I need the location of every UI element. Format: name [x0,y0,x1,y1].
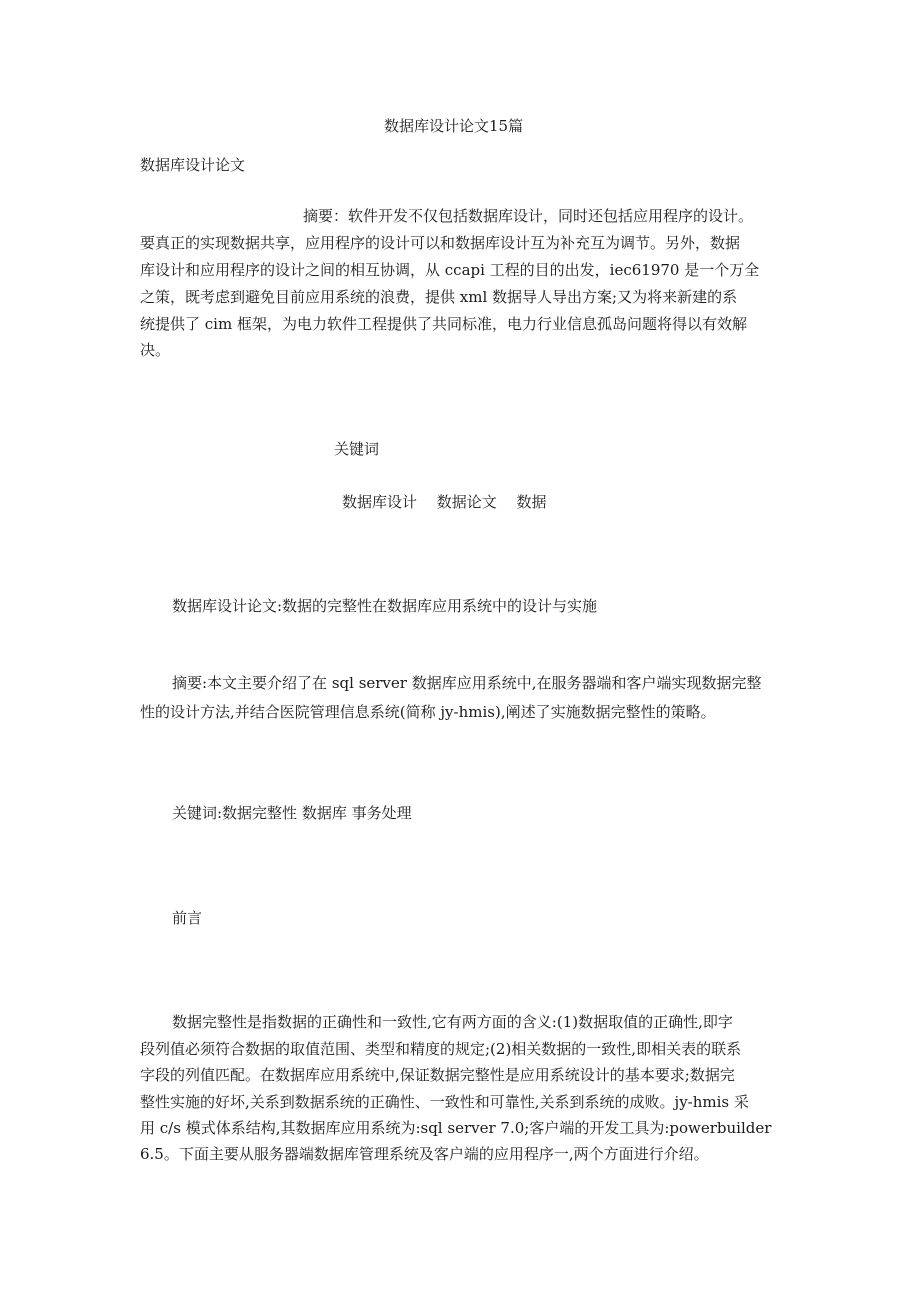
abstract1-line-6: 决。 [140,341,171,359]
section-heading: 数据库设计论文 [140,156,246,174]
body-line-1: 数据完整性是指数据的正确性和一致性,它有两方面的含义:(1)数据取值的正确性,即字 [172,1013,733,1031]
foreword-heading: 前言 [172,909,203,927]
keywords2: 关键词:数据完整性 数据库 事务处理 [172,804,412,822]
abstract1-line-5: 统提供了 cim 框架，为电力软件工程提供了共同标准，电力行业信息孤岛问题将得以有效解 [140,315,747,333]
body-line-2: 段列值必须符合数据的取值范围、类型和精度的规定;(2)相关数据的一致性,即相关表的联系 [140,1040,742,1058]
body-line-4: 整性实施的好坏,关系到数据系统的正确性、一致性和可靠性,关系到系统的成败。jy-hmis 采 [140,1093,749,1111]
abstract1-line-1: 摘要：软件开发不仅包括数据库设计，同时还包括应用程序的设计。 [303,207,754,225]
abstract1-line-4: 之策，既考虑到避免目前应用系统的浪费，提供 xml 数据导人导出方案;又为将来新建的系 [140,288,738,306]
abstract1-line-2: 要真正的实现数据共享，应用程序的设计可以和数据库设计互为补充互为调节。另外，数据 [140,234,741,252]
body-line-5: 用 c/s 模式体系结构,其数据库应用系统为:sql server 7.0;客户端的开发工具为:powerbuilder [140,1119,772,1137]
keywords-label: 关键词 [334,440,380,458]
abstract1-line-3: 库设计和应用程序的设计之间的相互协调，从 ccapi 工程的目的出发，iec61970 是一个万全 [140,261,760,279]
document-title: 数据库设计论文15篇 [384,117,524,135]
abstract2-line-2: 性的设计方法,并结合医院管理信息系统(简称 jy-hmis),阐述了实施数据完整性的策略。 [140,703,716,721]
body-line-6: 6.5。下面主要从服务器端数据库管理系统及客户端的应用程序一,两个方面进行介绍。 [140,1145,709,1163]
paper-title: 数据库设计论文:数据的完整性在数据库应用系统中的设计与实施 [172,597,598,615]
abstract2-line-1: 摘要:本文主要介绍了在 sql server 数据库应用系统中,在服务器端和客户端实现数据完整 [172,674,762,692]
keywords-list: 数据库设计 数据论文 数据 [342,493,547,511]
body-line-3: 字段的列值匹配。在数据库应用系统中,保证数据完整性是应用系统设计的基本要求;数据完 [140,1066,735,1084]
